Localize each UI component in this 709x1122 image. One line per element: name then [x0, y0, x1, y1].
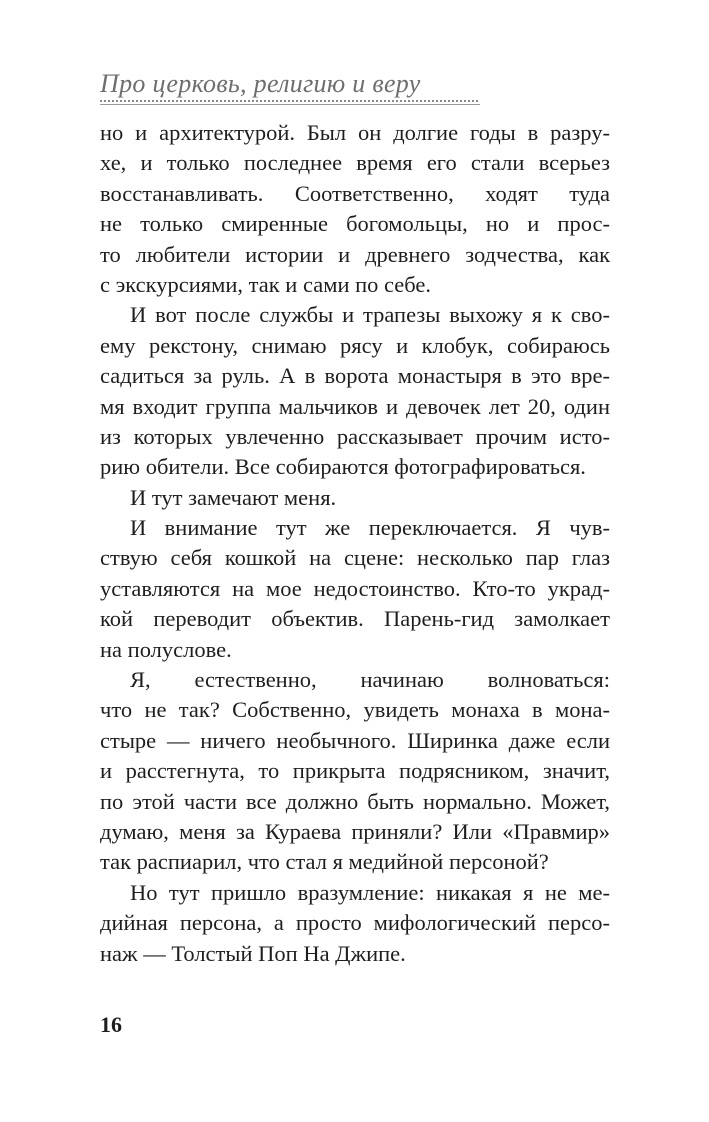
- text-line: дийная персона, а просто мифологический персо-: [100, 910, 610, 936]
- text-line: и расстегнута, то прикрыта подрясником, значит,: [100, 758, 610, 784]
- text-line: так распиарил, что стал я медийной персоной?: [100, 849, 549, 875]
- text-line: с экскурсиями, так и сами по себе.: [100, 271, 432, 297]
- text-line: кой переводит объектив. Парень-гид замолкает: [100, 606, 610, 632]
- text-line: садиться за руль. А в ворота монастыря в это вре-: [100, 363, 610, 389]
- paragraph: [100, 878, 610, 969]
- running-header: [100, 70, 480, 105]
- body-text: [100, 118, 610, 969]
- text-line: мя входит группа мальчиков и девочек лет 20, один: [100, 393, 610, 419]
- text-line: на полуслове.: [100, 636, 232, 662]
- text-line: стыре — ничего необычного. Ширинка даже если: [100, 727, 610, 753]
- paragraph: [100, 483, 610, 513]
- text-line: ему рекстону, снимаю рясу и клобук, собираюсь: [100, 332, 610, 358]
- text-line: Но тут пришло вразумление: никакая я не ме-: [130, 879, 610, 905]
- paragraph: [100, 300, 610, 482]
- text-line: из которых увлеченно рассказывает прочим исто-: [100, 423, 610, 449]
- text-line: восстанавливать. Соответственно, ходят туда: [100, 180, 610, 206]
- text-line: уставляются на мое недостоинство. Кто-то украд-: [100, 575, 610, 601]
- text-line: то любители истории и древнего зодчества, как: [100, 241, 610, 267]
- text-line: не только смиренные богомольцы, но и прос-: [100, 211, 610, 237]
- paragraph: [100, 118, 610, 300]
- text-line: думаю, меня за Кураева приняли? Или «Правмир»: [100, 818, 610, 844]
- text-line: И тут замечают меня.: [130, 484, 337, 510]
- text-line: хе, и только последнее время его стали всерьез: [100, 150, 610, 176]
- running-title: Про церковь, религию и веру: [100, 69, 421, 98]
- text-line: И вот после службы и трапезы выхожу я к сво-: [130, 302, 610, 328]
- paragraph: [100, 665, 610, 878]
- text-line: что не так? Собственно, увидеть монаха в мона-: [100, 697, 610, 723]
- text-line: но и архитектурой. Был он долгие годы в разру-: [100, 120, 610, 145]
- paragraph: [100, 513, 610, 665]
- header-decorative-rule: [100, 100, 480, 105]
- text-line: рию обители. Все собираются фотографироваться.: [100, 454, 586, 480]
- page-number: 16: [100, 1012, 122, 1037]
- text-line: по этой части все должно быть нормально. Может,: [100, 788, 610, 814]
- text-line: И внимание тут же переключается. Я чув-: [130, 515, 610, 541]
- text-line: ствую себя кошкой на сцене: несколько пар глаз: [100, 545, 610, 571]
- text-line: наж — Толстый Поп На Джипе.: [100, 940, 406, 966]
- text-line: Я, естественно, начинаю волноваться:: [130, 667, 610, 693]
